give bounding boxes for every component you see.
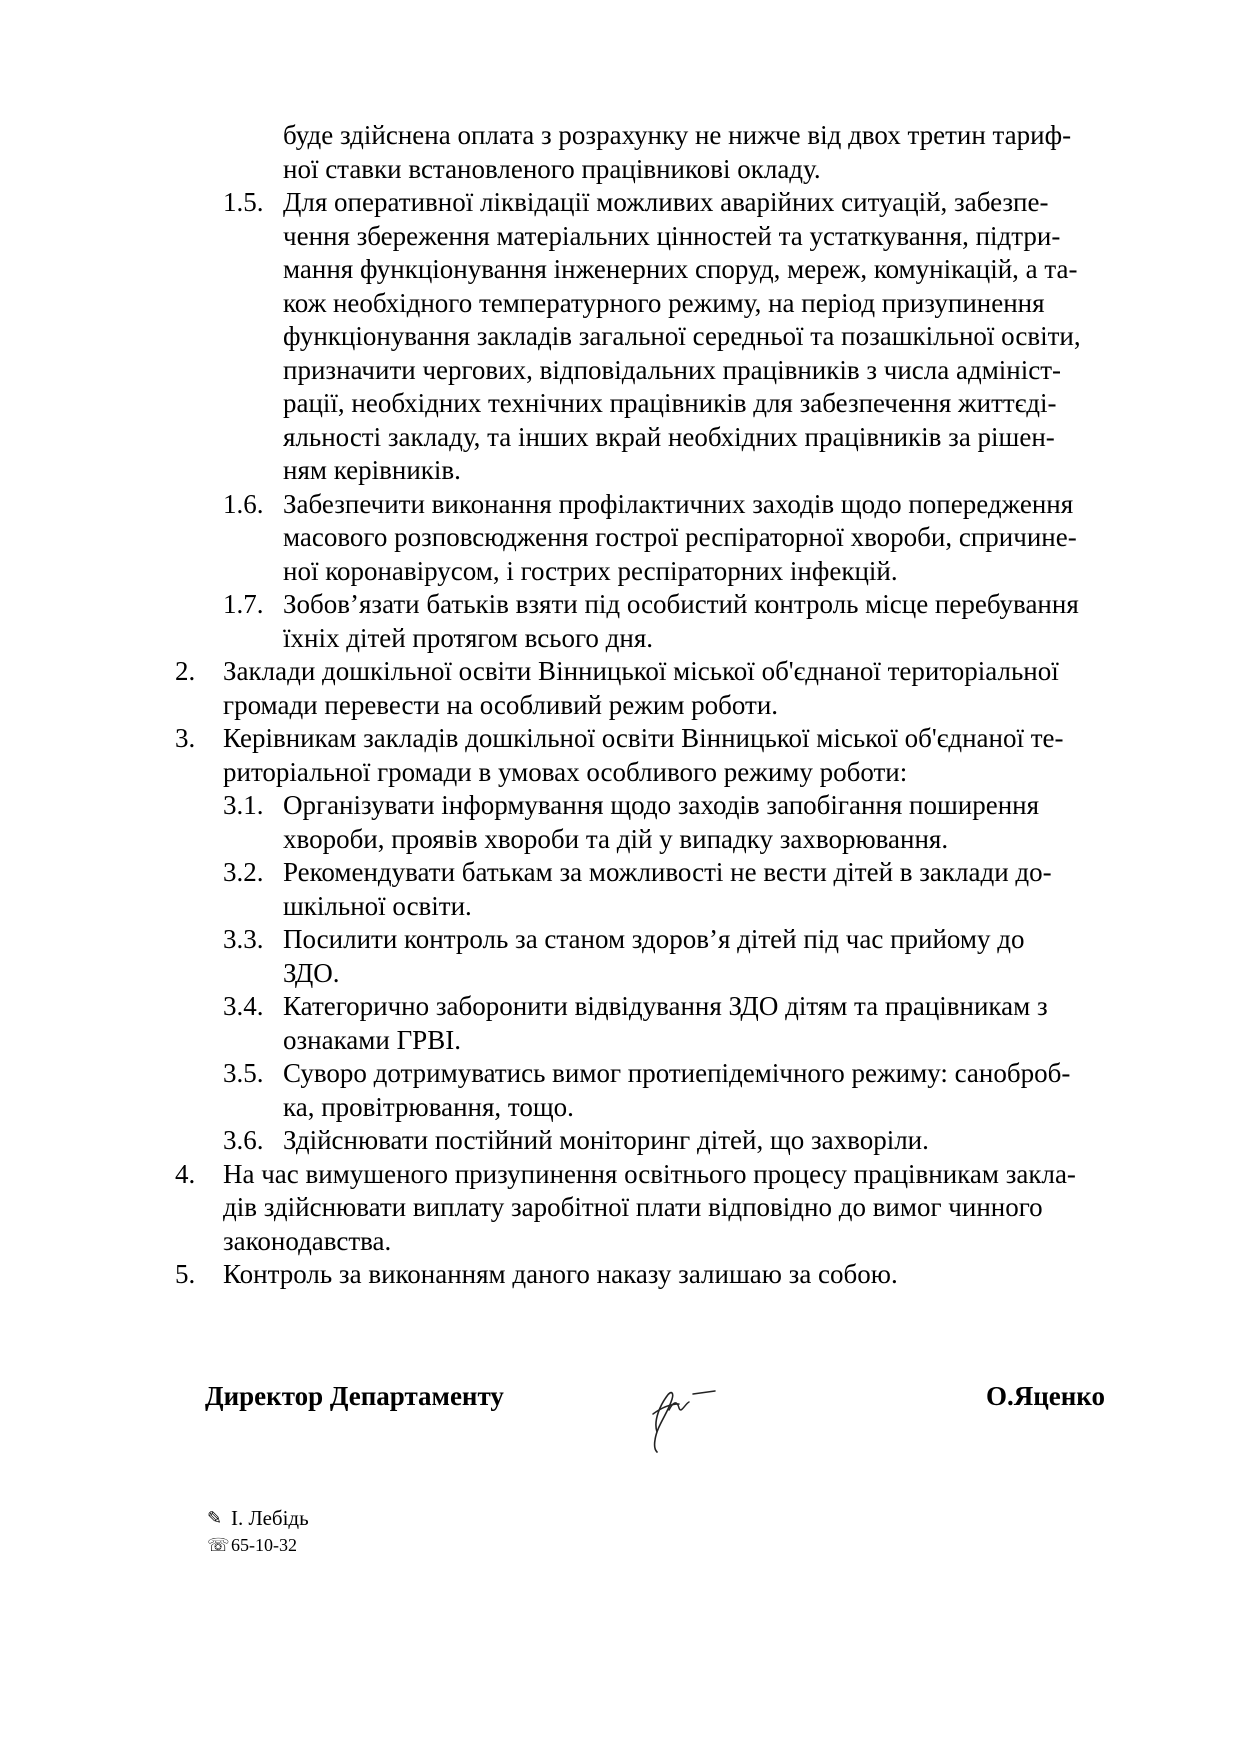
item-number: 3.3. bbox=[223, 924, 264, 954]
list-item-2 bbox=[175, 655, 1143, 722]
text-line: Керівникам закладів дошкільної освіти Вінницької міської об'єднаної те- bbox=[223, 723, 1064, 753]
item-number: 1.5. bbox=[223, 187, 264, 217]
text-line: Контроль за виконанням даного наказу залишаю за собою. bbox=[223, 1259, 898, 1289]
executor-row bbox=[207, 1505, 309, 1532]
item-number: 1.7. bbox=[223, 589, 264, 619]
list-item-3-5 bbox=[175, 1057, 1143, 1124]
item-number: 2. bbox=[175, 656, 196, 686]
item-text bbox=[283, 1057, 1143, 1124]
text-line: їхніх дітей протягом всього дня. bbox=[283, 622, 653, 653]
item-text bbox=[283, 923, 1143, 990]
signature-block bbox=[205, 1380, 1105, 1480]
text-line: чення збереження матеріальних цінностей та устаткування, підтри- bbox=[283, 220, 1061, 251]
item-text bbox=[223, 1258, 1143, 1292]
item-number: 4. bbox=[175, 1158, 196, 1189]
text-line: функціонування закладів загальної середньої та позашкільної освіти, bbox=[283, 321, 1081, 351]
item-number: 5. bbox=[175, 1259, 196, 1289]
text-line: Організувати інформування щодо заходів запобігання поширення bbox=[283, 790, 1040, 820]
list-item-3-3 bbox=[175, 923, 1143, 990]
text-line: яльності закладу, та інших вкрай необхідних працівників за рішен- bbox=[283, 421, 1055, 452]
text-line: ням керівників. bbox=[283, 455, 461, 485]
item-number: 3.4. bbox=[223, 991, 264, 1021]
text-line: Зобов’язати батьків взяти під особистий контроль місце перебування bbox=[283, 589, 1079, 619]
text-line: ка, провітрювання, тощо. bbox=[283, 1091, 574, 1122]
text-line: ЗДО. bbox=[283, 957, 340, 988]
text-line: Суворо дотримуватись вимог протиепідемічного режиму: саноброб- bbox=[283, 1058, 1071, 1088]
text-line: шкільної освіти. bbox=[283, 890, 472, 921]
item-text bbox=[283, 588, 1143, 655]
text-line: Здійснювати постійний моніторинг дітей, що захворіли. bbox=[283, 1125, 929, 1155]
item-text bbox=[223, 655, 1143, 722]
text-line: Заклади дошкільної освіти Вінницької міської об'єднаної територіальної bbox=[223, 656, 1059, 686]
phone-icon: ☏ bbox=[207, 1535, 230, 1556]
item-text bbox=[283, 789, 1143, 856]
text-line: Для оперативної ліквідації можливих аварійних ситуацій, забезпе- bbox=[283, 187, 1049, 217]
text-line: мання функціонування інженерних споруд, мереж, комунікацій, а та- bbox=[283, 254, 1078, 284]
list-item-1-6 bbox=[175, 488, 1143, 589]
list-item-1-5 bbox=[175, 186, 1143, 488]
executor-footer bbox=[207, 1505, 309, 1559]
item-text bbox=[283, 488, 1143, 589]
list-item-3-6 bbox=[175, 1124, 1143, 1158]
item-number: 3.1. bbox=[223, 790, 264, 820]
item-text bbox=[283, 186, 1143, 488]
text-line: хвороби, проявів хвороби та дій у випадку захворювання. bbox=[283, 823, 949, 854]
item-number: 3. bbox=[175, 723, 196, 753]
text-line: законодавства. bbox=[223, 1225, 392, 1256]
item-text bbox=[283, 1124, 1143, 1158]
item-number: 3.5. bbox=[223, 1058, 264, 1088]
signatory-title: Директор Департаменту bbox=[205, 1381, 504, 1411]
item-number: 3.6. bbox=[223, 1125, 264, 1155]
continuation-paragraph bbox=[175, 119, 1143, 186]
list-item-3-1 bbox=[175, 789, 1143, 856]
text-line: призначити чергових, відповідальних працівників з числа адмініст- bbox=[283, 354, 1062, 385]
phone-row bbox=[207, 1532, 309, 1559]
text-line: На час вимушеного призупинення освітнього процесу працівникам закла- bbox=[223, 1158, 1076, 1189]
text-line: дів здійснювати виплату заробітної плати відповідно до вимог чинного bbox=[223, 1192, 1043, 1222]
executor-phone: 65-10-32 bbox=[231, 1535, 297, 1555]
text-line: рації, необхідних технічних працівників для забезпечення життєді- bbox=[283, 388, 1057, 418]
list-item-4 bbox=[175, 1158, 1143, 1259]
list-item-5 bbox=[175, 1258, 1143, 1292]
list-item-1-7 bbox=[175, 588, 1143, 655]
text-line: масового розповсюдження гострої респіраторної хвороби, спричине- bbox=[283, 522, 1077, 552]
item-text bbox=[223, 722, 1143, 789]
text-line: громади перевести на особливий режим роботи. bbox=[223, 689, 779, 720]
executor-name: І. Лебідь bbox=[231, 1506, 309, 1530]
list-item-3-2 bbox=[175, 856, 1143, 923]
list-item-3-4 bbox=[175, 990, 1143, 1057]
pencil-icon: ✎ bbox=[207, 1508, 223, 1529]
signatory-name: О.Яценко bbox=[985, 1381, 1105, 1411]
text-line: Забезпечити виконання профілактичних заходів щодо попередження bbox=[283, 488, 1074, 519]
text-line: ної коронавірусом, і гострих респіраторних інфекцій. bbox=[283, 555, 898, 586]
text-line: ознаками ГРВІ. bbox=[283, 1024, 461, 1055]
text-line: Рекомендувати батькам за можливості не вести дітей в заклади до- bbox=[283, 857, 1052, 887]
text-line: Посилити контроль за станом здоров’я дітей під час прийому до bbox=[283, 924, 1025, 954]
list-item-3 bbox=[175, 722, 1143, 789]
text-line: риторіальної громади в умовах особливого режиму роботи: bbox=[223, 756, 908, 787]
item-text bbox=[223, 1158, 1143, 1259]
item-text bbox=[283, 990, 1143, 1057]
text-line: Категорично заборонити відвідування ЗДО дітям та працівникам з bbox=[283, 991, 1048, 1021]
item-number: 3.2. bbox=[223, 857, 264, 887]
document-body bbox=[175, 119, 1143, 1292]
text-line: буде здійснена оплата з розрахунку не нижче від двох третин тариф- bbox=[283, 120, 1072, 150]
text-line: кож необхідного температурного режиму, на період призупинення bbox=[283, 287, 1045, 318]
item-number: 1.6. bbox=[223, 488, 264, 519]
handwritten-signature bbox=[635, 1374, 725, 1454]
item-text bbox=[283, 856, 1143, 923]
text-line: ної ставки встановленого працівникові окладу. bbox=[283, 153, 821, 184]
